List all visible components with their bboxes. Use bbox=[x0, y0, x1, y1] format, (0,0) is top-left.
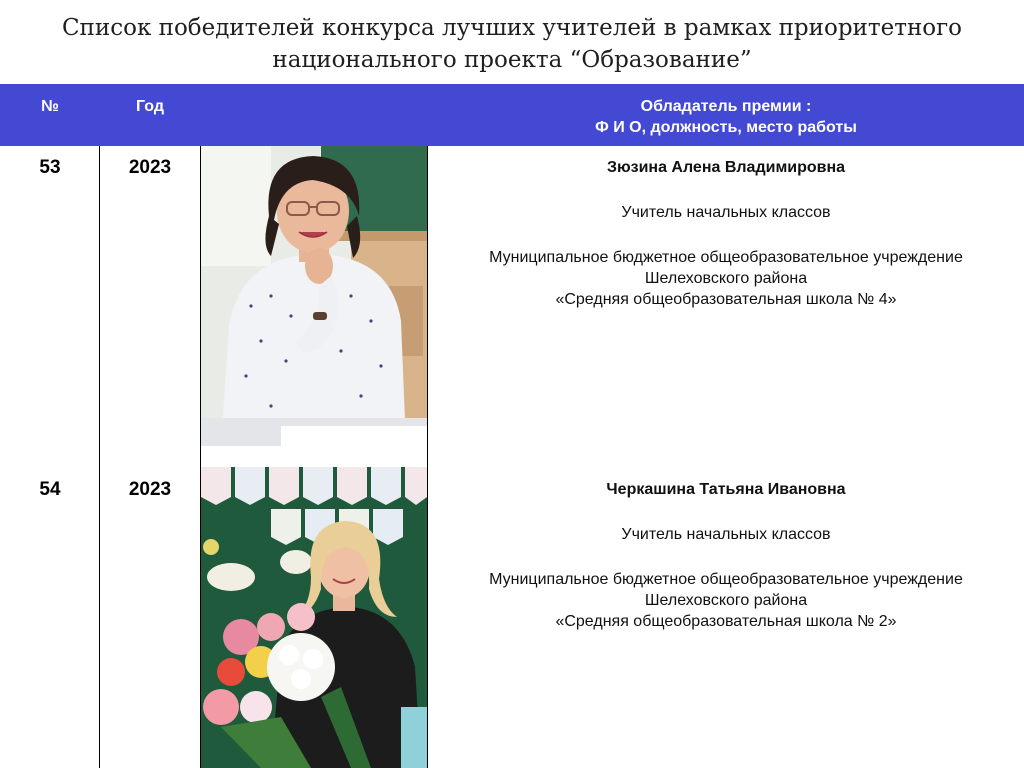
page-title-line-1: Список победителей конкурса лучших учителей в рамках приоритетного bbox=[61, 15, 963, 41]
column-header-winner-line-1: Обладатель премии : bbox=[640, 98, 812, 115]
page-title-line-2: национального проекта “Образование” bbox=[272, 47, 752, 73]
row-number: 53 bbox=[39, 157, 61, 178]
winner-organization-line-2: Шелеховского района bbox=[644, 270, 808, 287]
row-number: 54 bbox=[39, 479, 61, 500]
column-header-winner-line-2: Ф И О, должность, место работы bbox=[595, 119, 857, 136]
row-year: 2023 bbox=[128, 157, 172, 178]
winner-info bbox=[428, 479, 1024, 632]
winner-name: Черкашина Татьяна Ивановна bbox=[606, 481, 846, 498]
column-divider bbox=[99, 146, 100, 768]
table-header bbox=[0, 84, 1024, 146]
winner-position: Учитель начальных классов bbox=[621, 204, 831, 221]
row-year: 2023 bbox=[128, 479, 172, 500]
page-title bbox=[0, 12, 1024, 76]
teacher-photo bbox=[201, 467, 427, 768]
winner-info bbox=[428, 157, 1024, 310]
column-header-winner bbox=[428, 96, 1024, 138]
winner-organization-line-1: Муниципальное бюджетное общеобразовательное учреждение bbox=[489, 249, 963, 266]
winner-organization-line-1: Муниципальное бюджетное общеобразовательное учреждение bbox=[489, 571, 963, 588]
winner-name: Зюзина Алена Владимировна bbox=[606, 159, 846, 176]
winner-organization-line-3: «Средняя общеобразовательная школа № 4» bbox=[555, 291, 897, 308]
winner-organization-line-3: «Средняя общеобразовательная школа № 2» bbox=[555, 613, 897, 630]
winner-position: Учитель начальных классов bbox=[621, 526, 831, 543]
column-header-number: № bbox=[41, 98, 59, 115]
column-header-year: Год bbox=[136, 98, 164, 115]
winner-organization-line-2: Шелеховского района bbox=[644, 592, 808, 609]
teacher-photo bbox=[201, 146, 427, 446]
